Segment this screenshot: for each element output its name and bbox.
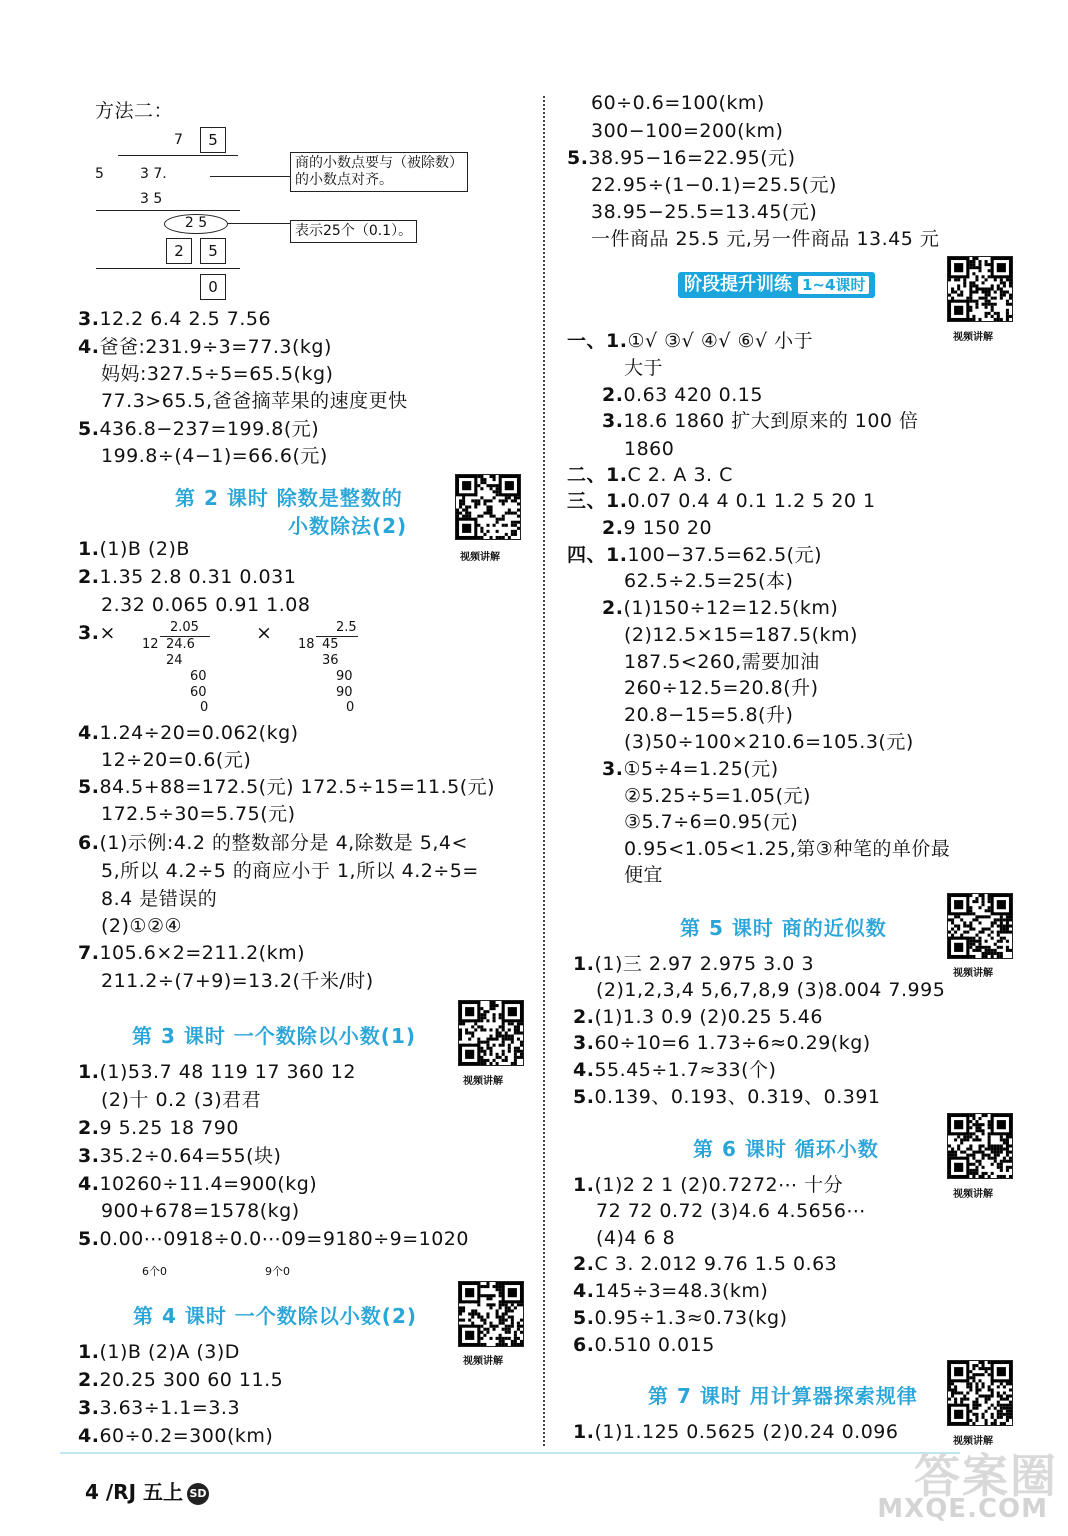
qr-code-icon[interactable] xyxy=(947,256,1013,322)
qr-caption: 视频讲解 xyxy=(460,552,500,563)
qr-caption: 视频讲解 xyxy=(953,1189,993,1200)
answer-line: 5.0.00⋯0918÷0.0⋯09=9180÷9=1020 xyxy=(78,1228,469,1250)
zeros-count-note: 9个0 xyxy=(265,1265,290,1278)
answer-line: 1.(1)53.7 48 119 17 360 12 xyxy=(78,1061,356,1083)
note-pointer xyxy=(210,176,290,177)
answer-line: 2.9 5.25 18 790 xyxy=(78,1117,239,1139)
lesson-6-heading: 第 6 课时 循环小数 xyxy=(693,1137,879,1161)
answer-line: 2.20.25 300 60 11.5 xyxy=(78,1369,284,1391)
qr-caption: 视频讲解 xyxy=(953,968,993,979)
answer-line: 2.32 0.065 0.91 1.08 xyxy=(101,594,311,616)
lesson-2-heading: 第 2 课时 除数是整数的 xyxy=(175,486,403,510)
method2-title: 方法二： xyxy=(95,100,174,122)
subtract-row: 3 5 xyxy=(140,191,163,207)
answer-line: 3.①5÷4=1.25(元) xyxy=(602,758,779,780)
answer-line: 8.4 是错误的 xyxy=(101,888,218,910)
answer-line: 7.105.6×2=211.2(km) xyxy=(78,942,306,964)
answer-line: 72 72 0.72 (3)4.6 4.5656⋯ xyxy=(596,1200,866,1222)
answer-line: (2)1,2,3,4 5,6,7,8,9 (3)8.004 7.995 xyxy=(596,979,946,1001)
answer-line: 0.95<1.05<1.25,第③种笔的单价最 xyxy=(624,838,951,860)
answer-line: 172.5÷30=5.75(元) xyxy=(101,803,296,825)
qr-code-icon[interactable] xyxy=(458,1000,524,1066)
answer-line: ③5.7÷6=0.95(元) xyxy=(624,811,799,833)
answer-line: 5.436.8−237=199.8(元) xyxy=(78,418,320,440)
lesson-5-heading: 第 5 课时 商的近似数 xyxy=(680,916,887,940)
qr-caption: 视频讲解 xyxy=(463,1076,503,1087)
answer-line: 900+678=1578(kg) xyxy=(101,1200,300,1222)
division-bar xyxy=(118,155,238,156)
answer-line: 2.(1)1.3 0.9 (2)0.25 5.46 xyxy=(573,1006,823,1028)
dividend: 3 7. xyxy=(140,166,167,182)
answer-line: 3.12.2 6.4 2.5 7.56 xyxy=(78,308,272,330)
answer-line: 四、1.100−37.5=62.5(元) xyxy=(567,544,822,566)
qr-code-icon[interactable] xyxy=(455,474,521,540)
answer-line: 3.× xyxy=(78,622,116,644)
answer-line: 22.95÷(1−0.1)=25.5(元) xyxy=(591,174,837,196)
answer-line: 1.(1)三 2.97 2.975 3.0 3 xyxy=(573,953,815,975)
qr-code-icon[interactable] xyxy=(947,893,1013,959)
lesson-4-heading: 第 4 课时 一个数除以小数(2) xyxy=(133,1304,418,1328)
answer-line: 2.C 3. 2.012 9.76 1.5 0.63 xyxy=(573,1253,838,1275)
answer-line: 12÷20=0.6(元) xyxy=(101,749,252,771)
answer-line: ②5.25÷5=1.05(元) xyxy=(624,785,811,807)
answer-line: 187.5<260,需要加油 xyxy=(624,651,820,673)
answer-line: 4.10260÷11.4=900(kg) xyxy=(78,1173,318,1195)
answer-line: × xyxy=(256,622,273,644)
qr-caption: 视频讲解 xyxy=(463,1356,503,1367)
answer-line: 3.60÷10=6 1.73÷6≈0.29(kg) xyxy=(573,1032,871,1054)
answer-line: 5.38.95−16=22.95(元) xyxy=(567,147,796,169)
subtract-bar-2 xyxy=(96,268,240,269)
qr-caption: 视频讲解 xyxy=(953,1436,993,1447)
remainder-ellipse: 2 5 xyxy=(164,214,228,234)
answer-line: 3.35.2÷0.64=55(块) xyxy=(78,1145,282,1167)
answer-line: 5,所以 4.2÷5 的商应小于 1,所以 4.2÷5= xyxy=(101,860,479,882)
note-decimal-align: 商的小数点要与（被除数） 的小数点对齐。 xyxy=(290,152,468,192)
answer-line: 2.1.35 2.8 0.31 0.031 xyxy=(78,566,297,588)
lesson-2-heading-2: 小数除法(2) xyxy=(288,514,408,538)
box-0: 0 xyxy=(200,274,226,300)
answer-line: 2.0.63 420 0.15 xyxy=(602,384,763,406)
answer-line: 20.8−15=5.8(升) xyxy=(624,704,794,726)
answer-line: 三、1.0.07 0.4 4 0.1 1.2 5 20 1 xyxy=(567,490,876,512)
box-5: 5 xyxy=(200,238,226,264)
answer-line: (4)4 6 8 xyxy=(596,1227,676,1249)
answer-line: 3.3.63÷1.1=3.3 xyxy=(78,1397,241,1419)
qr-code-icon[interactable] xyxy=(947,1360,1013,1426)
answer-line: 62.5÷2.5=25(本) xyxy=(624,570,794,592)
answer-line: 3.18.6 1860 扩大到原来的 100 倍 xyxy=(602,410,919,432)
lesson-7-heading: 第 7 课时 用计算器探索规律 xyxy=(648,1384,918,1408)
answer-line: 5.84.5+88=172.5(元) 172.5÷15=11.5(元) xyxy=(78,776,496,798)
answer-line: 1.(1)2 2 1 (2)0.7272⋯ 十分 xyxy=(573,1174,844,1196)
lesson-3-heading: 第 3 课时 一个数除以小数(1) xyxy=(132,1024,417,1048)
answer-line: 1.(1)1.125 0.5625 (2)0.24 0.096 xyxy=(573,1421,899,1443)
answer-line: (3)50÷100×210.6=105.3(元) xyxy=(624,731,914,753)
answer-line: (2)12.5×15=187.5(km) xyxy=(624,624,858,646)
answer-line: 199.8÷(4−1)=66.6(元) xyxy=(101,445,328,467)
qr-code-icon[interactable] xyxy=(947,1113,1013,1179)
answer-line: 2.9 150 20 xyxy=(602,517,713,539)
answer-line: 38.95−25.5=13.45(元) xyxy=(591,201,818,223)
watermark-url: MXQE.COM xyxy=(877,1494,1048,1524)
answer-line: 大于 xyxy=(624,357,664,379)
answer-line: 4.55.45÷1.7≈33(个) xyxy=(573,1059,777,1081)
page-footer: 4 /RJ 五上 SD xyxy=(85,1476,209,1505)
answer-line: 妈妈:327.5÷5=65.5(kg) xyxy=(101,363,334,385)
answer-line: 1.(1)B (2)B xyxy=(78,538,190,560)
answer-line: 一件商品 25.5 元,另一件商品 13.45 元 xyxy=(591,228,940,250)
answer-line: 4.60÷0.2=300(km) xyxy=(78,1425,274,1447)
answer-line: 60÷0.6=100(km) xyxy=(591,92,765,114)
answer-line: 211.2÷(7+9)=13.2(千米/时) xyxy=(101,970,374,992)
divisor: 5 xyxy=(95,166,104,182)
stage-training-badge: 阶段提升训练 1~4课时 xyxy=(678,272,875,298)
box-2: 2 xyxy=(166,238,192,264)
answer-line: 1860 xyxy=(624,438,675,460)
answer-line: 2.(1)150÷12=12.5(km) xyxy=(602,597,839,619)
answer-line: 4.爸爸:231.9÷3=77.3(kg) xyxy=(78,336,332,358)
answer-line: 77.3>65.5,爸爸摘苹果的速度更快 xyxy=(101,390,408,412)
note-25-tenths: 表示25个（0.1）。 xyxy=(290,220,417,243)
watermark: 答案圈 xyxy=(914,1449,1058,1503)
answer-line: 4.145÷3=48.3(km) xyxy=(573,1280,769,1302)
sd-badge-icon: SD xyxy=(187,1483,209,1505)
quotient-box: 5 xyxy=(200,127,226,153)
answer-line: 6.(1)示例:4.2 的整数部分是 4,除数是 5,4< xyxy=(78,832,468,854)
answer-line: 二、1.C 2. A 3. C xyxy=(567,464,733,486)
qr-code-icon[interactable] xyxy=(458,1281,524,1347)
answer-line: (2)十 0.2 (3)君君 xyxy=(101,1089,262,1111)
answer-line: 1.(1)B (2)A (3)D xyxy=(78,1341,240,1363)
answer-line: 5.0.139、0.193、0.319、0.391 xyxy=(573,1086,881,1108)
note2-pointer xyxy=(228,223,290,224)
answer-line: 一、1.①√ ③√ ④√ ⑥√ 小于 xyxy=(567,330,814,352)
answer-line: 6.0.510 0.015 xyxy=(573,1334,715,1356)
subtract-bar xyxy=(96,210,240,211)
qr-caption: 视频讲解 xyxy=(953,332,993,343)
zeros-count-note: 6个0 xyxy=(142,1265,167,1278)
footer-rule xyxy=(60,1452,960,1454)
answer-line: (2)①②④ xyxy=(101,915,183,937)
answer-line: 300−100=200(km) xyxy=(591,120,784,142)
column-divider xyxy=(543,96,545,1446)
quotient-digit: 7 xyxy=(174,132,183,148)
answer-line: 便宜 xyxy=(624,864,664,886)
answer-line: 4.1.24÷20=0.062(kg) xyxy=(78,722,299,744)
answer-line: 260÷12.5=20.8(升) xyxy=(624,677,819,699)
answer-line: 5.0.95÷1.3≈0.73(kg) xyxy=(573,1307,788,1329)
